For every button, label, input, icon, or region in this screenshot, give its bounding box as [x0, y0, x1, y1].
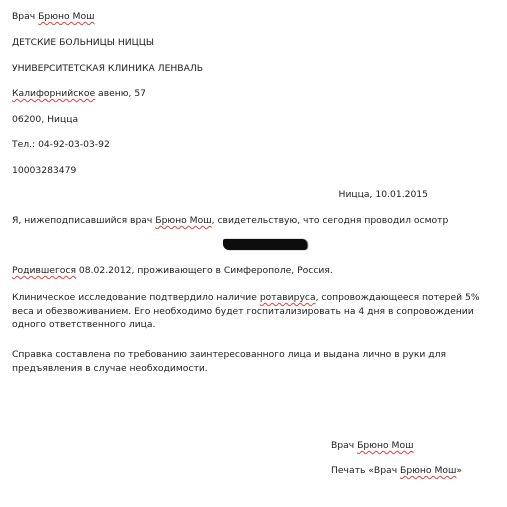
- examination-paragraph: [12, 291, 482, 332]
- exam-post: , сопровождающееся потерей 5% веса и обезвоживанием. Его необходимо будет госпитализировать на 4 дня в сопровождении одного ответственного лица.: [12, 292, 480, 330]
- signature-doctor-prefix: Врач: [331, 440, 358, 451]
- stamp-prefix: Печать «Врач: [331, 465, 401, 476]
- intro-line: [12, 215, 448, 227]
- intro-pre: Я, нижеподписавшийся врач: [12, 215, 156, 226]
- doctor-name: Брюно Мош: [38, 11, 95, 22]
- intro-post: , свидетельствую, что сегодня проводил осмотр: [211, 215, 449, 226]
- stamp-line: [331, 465, 462, 477]
- address-street-line: [12, 88, 146, 100]
- exam-pre: Клиническое исследование подтвердило наличие: [12, 292, 260, 303]
- signature-doctor-line: [331, 440, 414, 452]
- place-date: Ницца, 10.01.2015: [338, 189, 428, 200]
- hospital-name: ДЕТСКИЕ БОЛЬНИЦЫ НИЦЦЫ: [12, 37, 154, 48]
- birth-line: [12, 265, 333, 277]
- born-rest: 08.02.2012, проживающего в Симферополе, Россия.: [76, 265, 333, 276]
- stamp-name: Брюно Мош: [400, 465, 457, 476]
- clinic-name: УНИВЕРСИТЕТСКАЯ КЛИНИКА ЛЕНВАЛЬ: [12, 63, 204, 74]
- stamp-suffix: »: [456, 465, 463, 476]
- purpose-paragraph: Справка составлена по требованию заинтересованного лица и выдана лично в руки для предъявления в случае необходимости.: [12, 349, 447, 374]
- redacted-patient-name: [223, 239, 307, 250]
- exam-virus: ротавируса: [259, 292, 316, 303]
- intro-doctor-name: Брюно Мош: [155, 215, 212, 226]
- phone-number: Тел.: 04-92-03-03-92: [12, 139, 110, 150]
- doctor-header-line: [12, 11, 95, 23]
- address-city: 06200, Ницца: [12, 114, 79, 125]
- signature-doctor-name: Брюно Мош: [357, 440, 414, 451]
- id-number: 10003283479: [12, 165, 77, 176]
- address-street-word: Калифорнийское: [12, 88, 96, 99]
- address-street-rest: авеню, 57: [95, 88, 147, 99]
- born-word: Родившегося: [12, 265, 76, 276]
- doctor-prefix: Врач: [12, 11, 39, 22]
